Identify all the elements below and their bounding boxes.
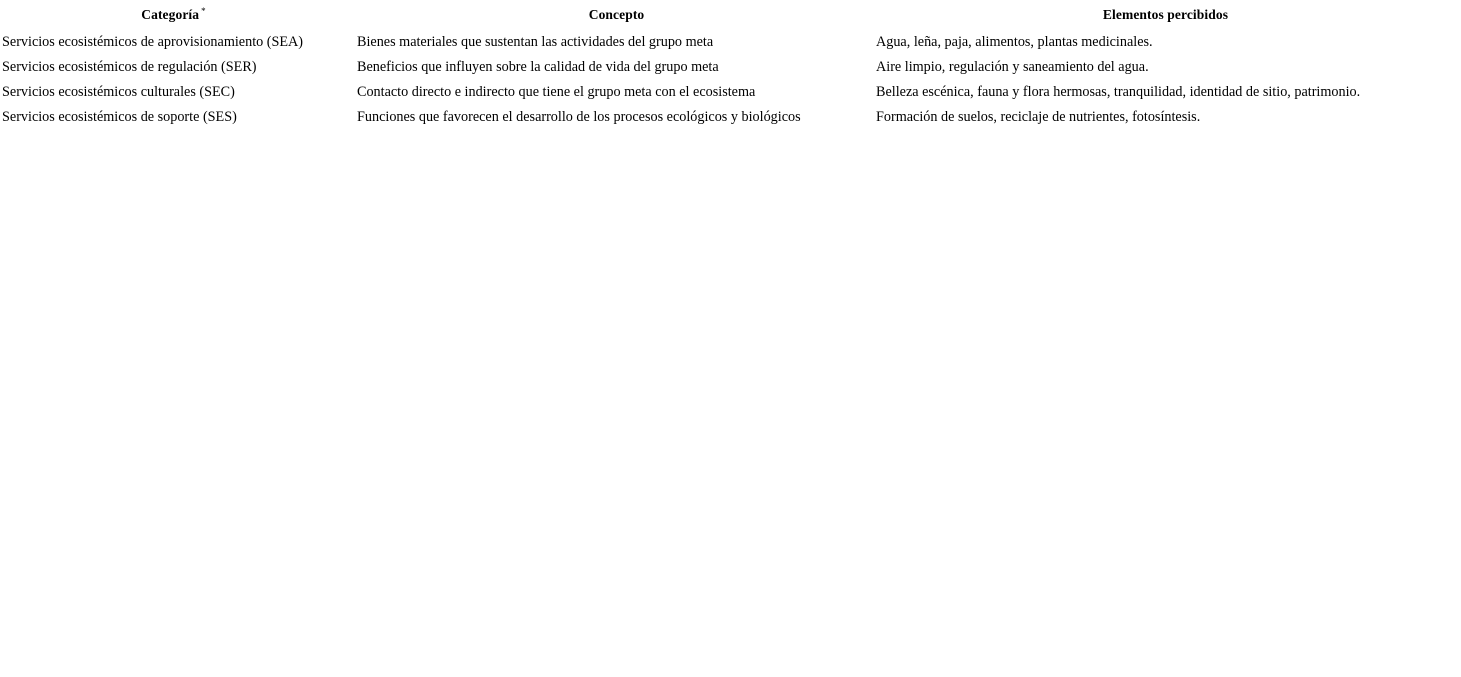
cell-categoria xyxy=(0,80,357,105)
column-header-categoria-label: Categoría xyxy=(141,7,200,22)
table-row xyxy=(0,105,1461,130)
cell-categoria-text: Servicios ecosistémicos culturales (SEC) xyxy=(2,84,235,100)
cell-concepto xyxy=(357,80,876,105)
cell-concepto-text: Beneficios que influyen sobre la calidad de vida del grupo meta xyxy=(357,59,719,75)
cell-elementos-text: Aire limpio, regulación y saneamiento del agua. xyxy=(876,59,1149,75)
column-header-concepto-label: Concepto xyxy=(588,7,645,22)
cell-categoria-text: Servicios ecosistémicos de aprovisionamiento (SEA) xyxy=(2,34,304,50)
cell-elementos xyxy=(876,30,1461,55)
cell-categoria-text: Servicios ecosistémicos de soporte (SES) xyxy=(2,109,237,125)
cell-concepto-text: Funciones que favorecen el desarrollo de los procesos ecológicos y biológicos xyxy=(357,109,801,125)
cell-concepto xyxy=(357,30,876,55)
table-row xyxy=(0,55,1461,80)
table-row xyxy=(0,80,1461,105)
footnote-marker-asterisk: * xyxy=(201,5,206,16)
table-header-row xyxy=(0,0,1461,30)
column-header-concepto xyxy=(357,0,876,30)
cell-categoria xyxy=(0,105,357,130)
cell-elementos-text: Formación de suelos, reciclaje de nutrientes, fotosíntesis. xyxy=(876,109,1201,125)
cell-elementos-text: Belleza escénica, fauna y flora hermosas, tranquilidad, identidad de sitio, patrimonio. xyxy=(876,84,1361,100)
cell-concepto-text: Contacto directo e indirecto que tiene el grupo meta con el ecosistema xyxy=(357,84,756,100)
cell-elementos xyxy=(876,80,1461,105)
column-header-elementos-label: Elementos percibidos xyxy=(1102,7,1229,22)
cell-concepto xyxy=(357,105,876,130)
cell-categoria xyxy=(0,55,357,80)
cell-elementos xyxy=(876,55,1461,80)
table-header xyxy=(0,0,1461,30)
cell-elementos xyxy=(876,105,1461,130)
column-header-categoria xyxy=(0,0,357,30)
cell-categoria xyxy=(0,30,357,55)
cell-elementos-text: Agua, leña, paja, alimentos, plantas medicinales. xyxy=(876,34,1153,50)
cell-categoria-text: Servicios ecosistémicos de regulación (SER) xyxy=(2,59,257,75)
ecosystem-services-table xyxy=(0,0,1461,130)
cell-concepto-text: Bienes materiales que sustentan las actividades del grupo meta xyxy=(357,34,714,50)
column-header-elementos xyxy=(876,0,1461,30)
table-row xyxy=(0,30,1461,55)
cell-concepto xyxy=(357,55,876,80)
table-body xyxy=(0,30,1461,130)
